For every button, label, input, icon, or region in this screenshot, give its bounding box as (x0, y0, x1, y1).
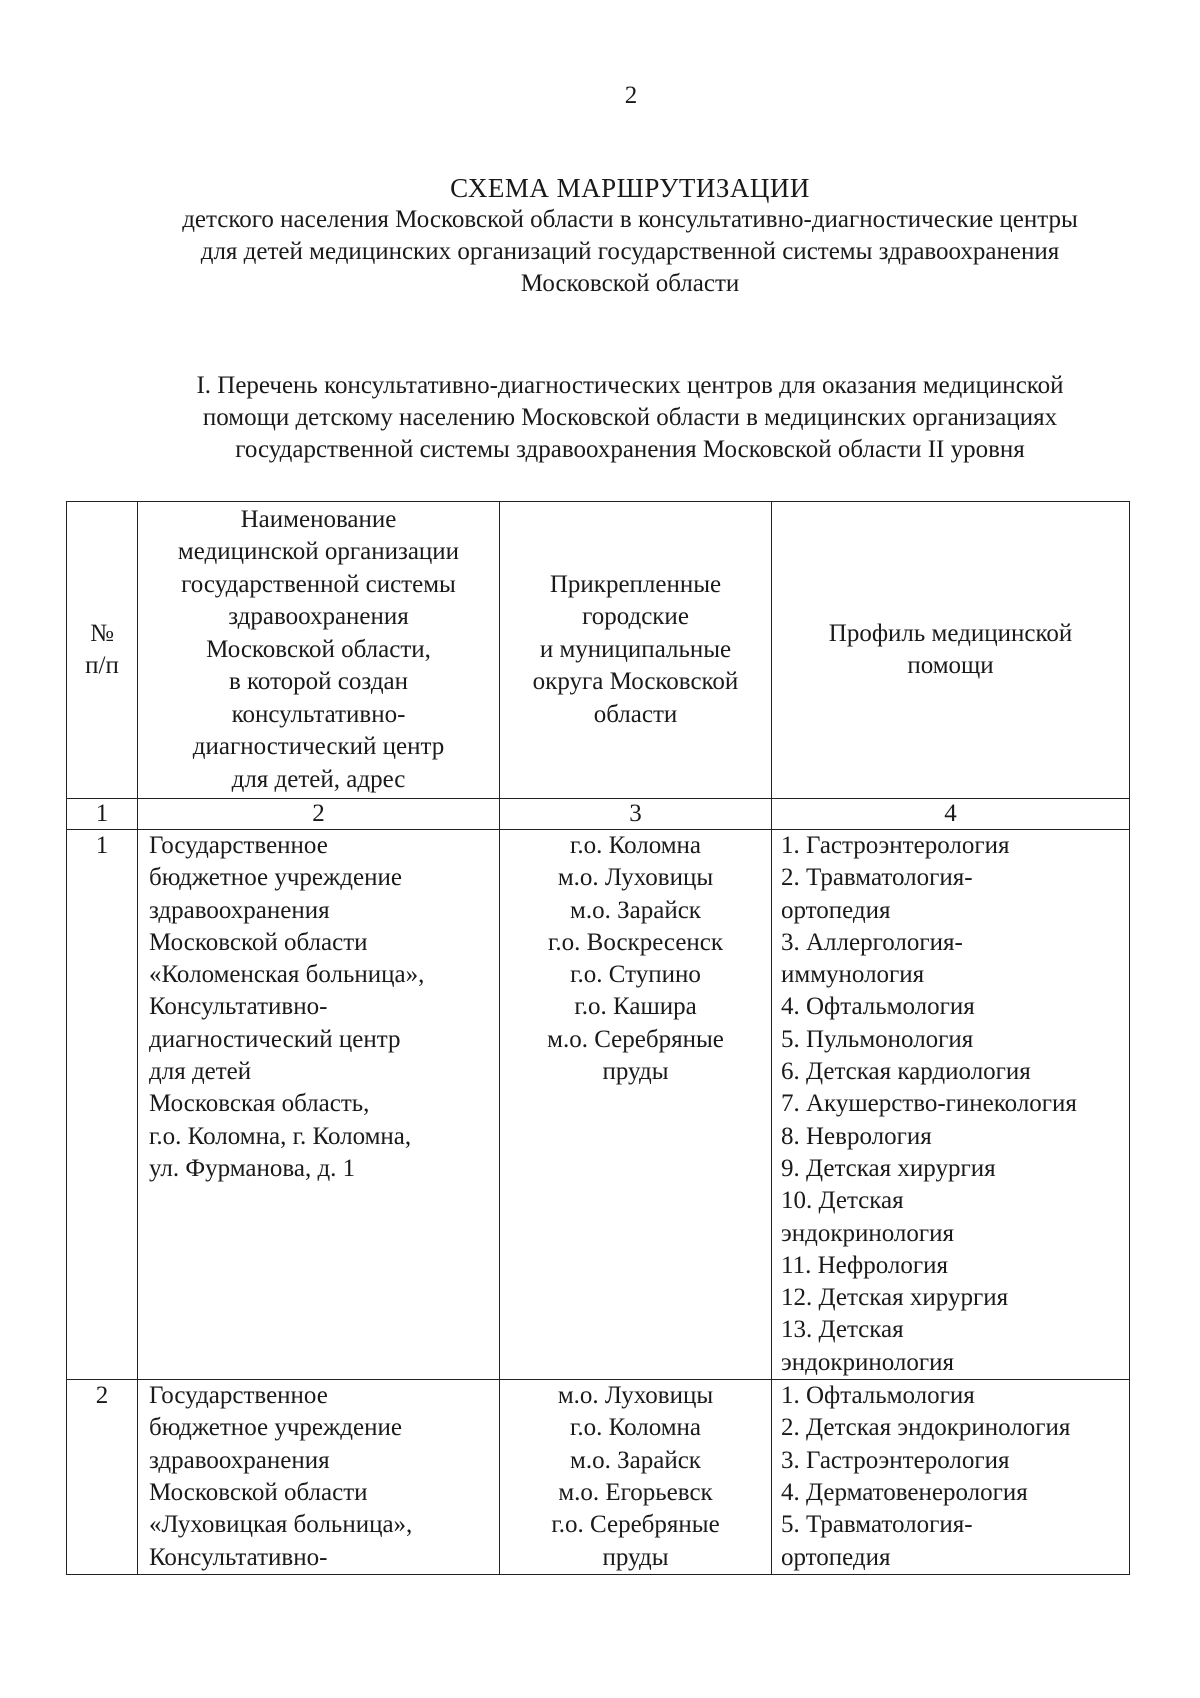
title-subtitle-line: детского населения Московской области в консультативно-диагностические центры (182, 206, 1078, 233)
title-subtitle-line: Московской области (520, 270, 740, 297)
cell-text-line: «Коломенская больница», (149, 961, 425, 989)
cell-text-line: ортопедия (781, 896, 891, 924)
section-heading-line: государственной системы здравоохранения Московской области II уровня (235, 436, 1025, 463)
cell-text-line: 11. Нефрология (781, 1251, 949, 1279)
header-cell-number (67, 502, 138, 799)
cell-text-line: для детей, адрес (231, 765, 406, 793)
cell-text-line: 6. Детская кардиология (781, 1058, 1031, 1086)
cell-text-line: Профиль медицинской (828, 619, 1073, 647)
cell-text-line: м.о. Серебряные (547, 1025, 724, 1053)
cell-text-line: диагностический центр (192, 733, 445, 761)
cell-text-line: м.о. Зарайск (570, 1446, 701, 1474)
cell-text-line: эндокринология (781, 1348, 955, 1376)
column-number-row (67, 799, 1130, 830)
section-heading-line: помощи детскому населению Московской области в медицинских организациях (202, 404, 1058, 431)
cell-text-line: 1. Гастроэнтерология (781, 832, 1010, 859)
cell-text-line: Московской области (149, 928, 368, 956)
cell-text-line: 13. Детская (781, 1316, 904, 1344)
header-cell-districts (500, 502, 772, 799)
cell-text-line: Консультативно- (149, 993, 328, 1021)
cell-text-line: Государственное (149, 832, 328, 859)
routing-table (66, 501, 1130, 1575)
cell-text-line: эндокринология (781, 1219, 955, 1247)
cell-text-line: № (90, 619, 114, 647)
cell-text-line: м.о. Зарайск (570, 896, 701, 924)
document-title (60, 172, 1200, 300)
cell-text-line: Московской области (149, 1478, 368, 1506)
cell-text-line: Наименование (240, 505, 397, 533)
cell-text-line: диагностический центр (149, 1025, 401, 1053)
cell-text-line: г.о. Кашира (574, 993, 697, 1021)
header-cell-organization (138, 502, 500, 799)
cell-text-line: г.о. Ступино (570, 961, 701, 989)
cell-text-line: м.о. Луховицы (557, 864, 714, 892)
cell-text-line: п/п (85, 652, 119, 679)
cell-text-line: пруды (602, 1543, 669, 1571)
cell-text-line: 9. Детская хирургия (781, 1154, 996, 1182)
table-row (67, 830, 1130, 1380)
cell-text-line: г.о. Воскресенск (547, 928, 724, 956)
cell-text-line: г.о. Коломна, г. Коломна, (149, 1122, 412, 1150)
cell-text-line: г.о. Коломна (569, 832, 702, 859)
column-number: 4 (772, 799, 1130, 830)
cell-text-line: помощи (907, 652, 994, 679)
districts-cell (500, 1380, 772, 1575)
cell-text-line: области (593, 700, 678, 728)
table-row (67, 1380, 1130, 1575)
cell-text-line: 10. Детская (781, 1187, 904, 1215)
cell-text-line: здравоохранения (149, 896, 330, 924)
cell-text-line: бюджетное учреждение (149, 864, 402, 892)
cell-text-line: здравоохранения (149, 1446, 330, 1474)
cell-text-line: Московской области, (206, 635, 431, 663)
cell-text-line: 3. Аллергология- (781, 928, 963, 956)
cell-text-line: ул. Фурманова, д. 1 (149, 1154, 356, 1182)
cell-text-line: 3. Гастроэнтерология (781, 1446, 1010, 1474)
cell-text-line: Прикрепленные (549, 570, 722, 598)
row-number: 2 (67, 1380, 138, 1575)
cell-text-line: 4. Дерматовенерология (781, 1478, 1028, 1506)
cell-text-line: бюджетное учреждение (149, 1414, 402, 1442)
cell-text-line: м.о. Луховицы (557, 1382, 714, 1410)
section-heading (60, 370, 1200, 466)
cell-text-line: 2. Детская эндокринология (781, 1414, 1071, 1442)
section-heading-line: I. Перечень консультативно-диагностических центров для оказания медицинской (196, 372, 1064, 399)
cell-text-line: консультативно- (231, 700, 406, 728)
cell-text-line: здравоохранения (228, 603, 409, 631)
cell-text-line: 2. Травматология- (781, 864, 973, 892)
cell-text-line: пруды (602, 1058, 669, 1086)
page-number: 2 (624, 82, 638, 109)
title-main: СХЕМА МАРШРУТИЗАЦИИ (450, 173, 810, 203)
column-number: 3 (500, 799, 772, 830)
cell-text-line: 12. Детская хирургия (781, 1284, 1009, 1312)
cell-text-line: м.о. Егорьевск (558, 1478, 713, 1506)
cell-text-line: 4. Офтальмология (781, 993, 975, 1021)
cell-text-line: 8. Неврология (781, 1122, 932, 1150)
cell-text-line: Московская область, (149, 1090, 370, 1118)
table-header-row (67, 502, 1130, 799)
cell-text-line: г.о. Коломна (569, 1414, 702, 1442)
title-subtitle-line: для детей медицинских организаций государственной системы здравоохранения (200, 238, 1060, 265)
profiles-cell (772, 1380, 1130, 1575)
cell-text-line: Государственное (149, 1382, 328, 1410)
row-number: 1 (67, 830, 138, 1380)
organization-cell (138, 830, 500, 1380)
cell-text-line: для детей (149, 1058, 252, 1086)
column-number: 2 (138, 799, 500, 830)
header-cell-profile (772, 502, 1130, 799)
cell-text-line: ортопедия (781, 1543, 891, 1571)
cell-text-line: округа Московской (532, 668, 739, 696)
cell-text-line: государственной системы (181, 570, 456, 598)
cell-text-line: в которой создан (228, 668, 409, 696)
cell-text-line: «Луховицкая больница», (149, 1511, 413, 1539)
column-number: 1 (67, 799, 138, 830)
cell-text-line: и муниципальные (539, 635, 732, 663)
cell-text-line: городские (582, 603, 689, 631)
cell-text-line: 5. Пульмонология (781, 1025, 974, 1053)
districts-cell (500, 830, 772, 1380)
cell-text-line: г.о. Серебряные (551, 1511, 720, 1539)
cell-text-line: медицинской организации (177, 538, 460, 566)
cell-text-line: иммунология (781, 961, 925, 989)
cell-text-line: 5. Травматология- (781, 1511, 973, 1539)
organization-cell (138, 1380, 500, 1575)
cell-text-line: 7. Акушерство-гинекология (781, 1090, 1077, 1118)
cell-text-line: Консультативно- (149, 1543, 328, 1571)
cell-text-line: 1. Офтальмология (781, 1382, 975, 1410)
profiles-cell (772, 830, 1130, 1380)
